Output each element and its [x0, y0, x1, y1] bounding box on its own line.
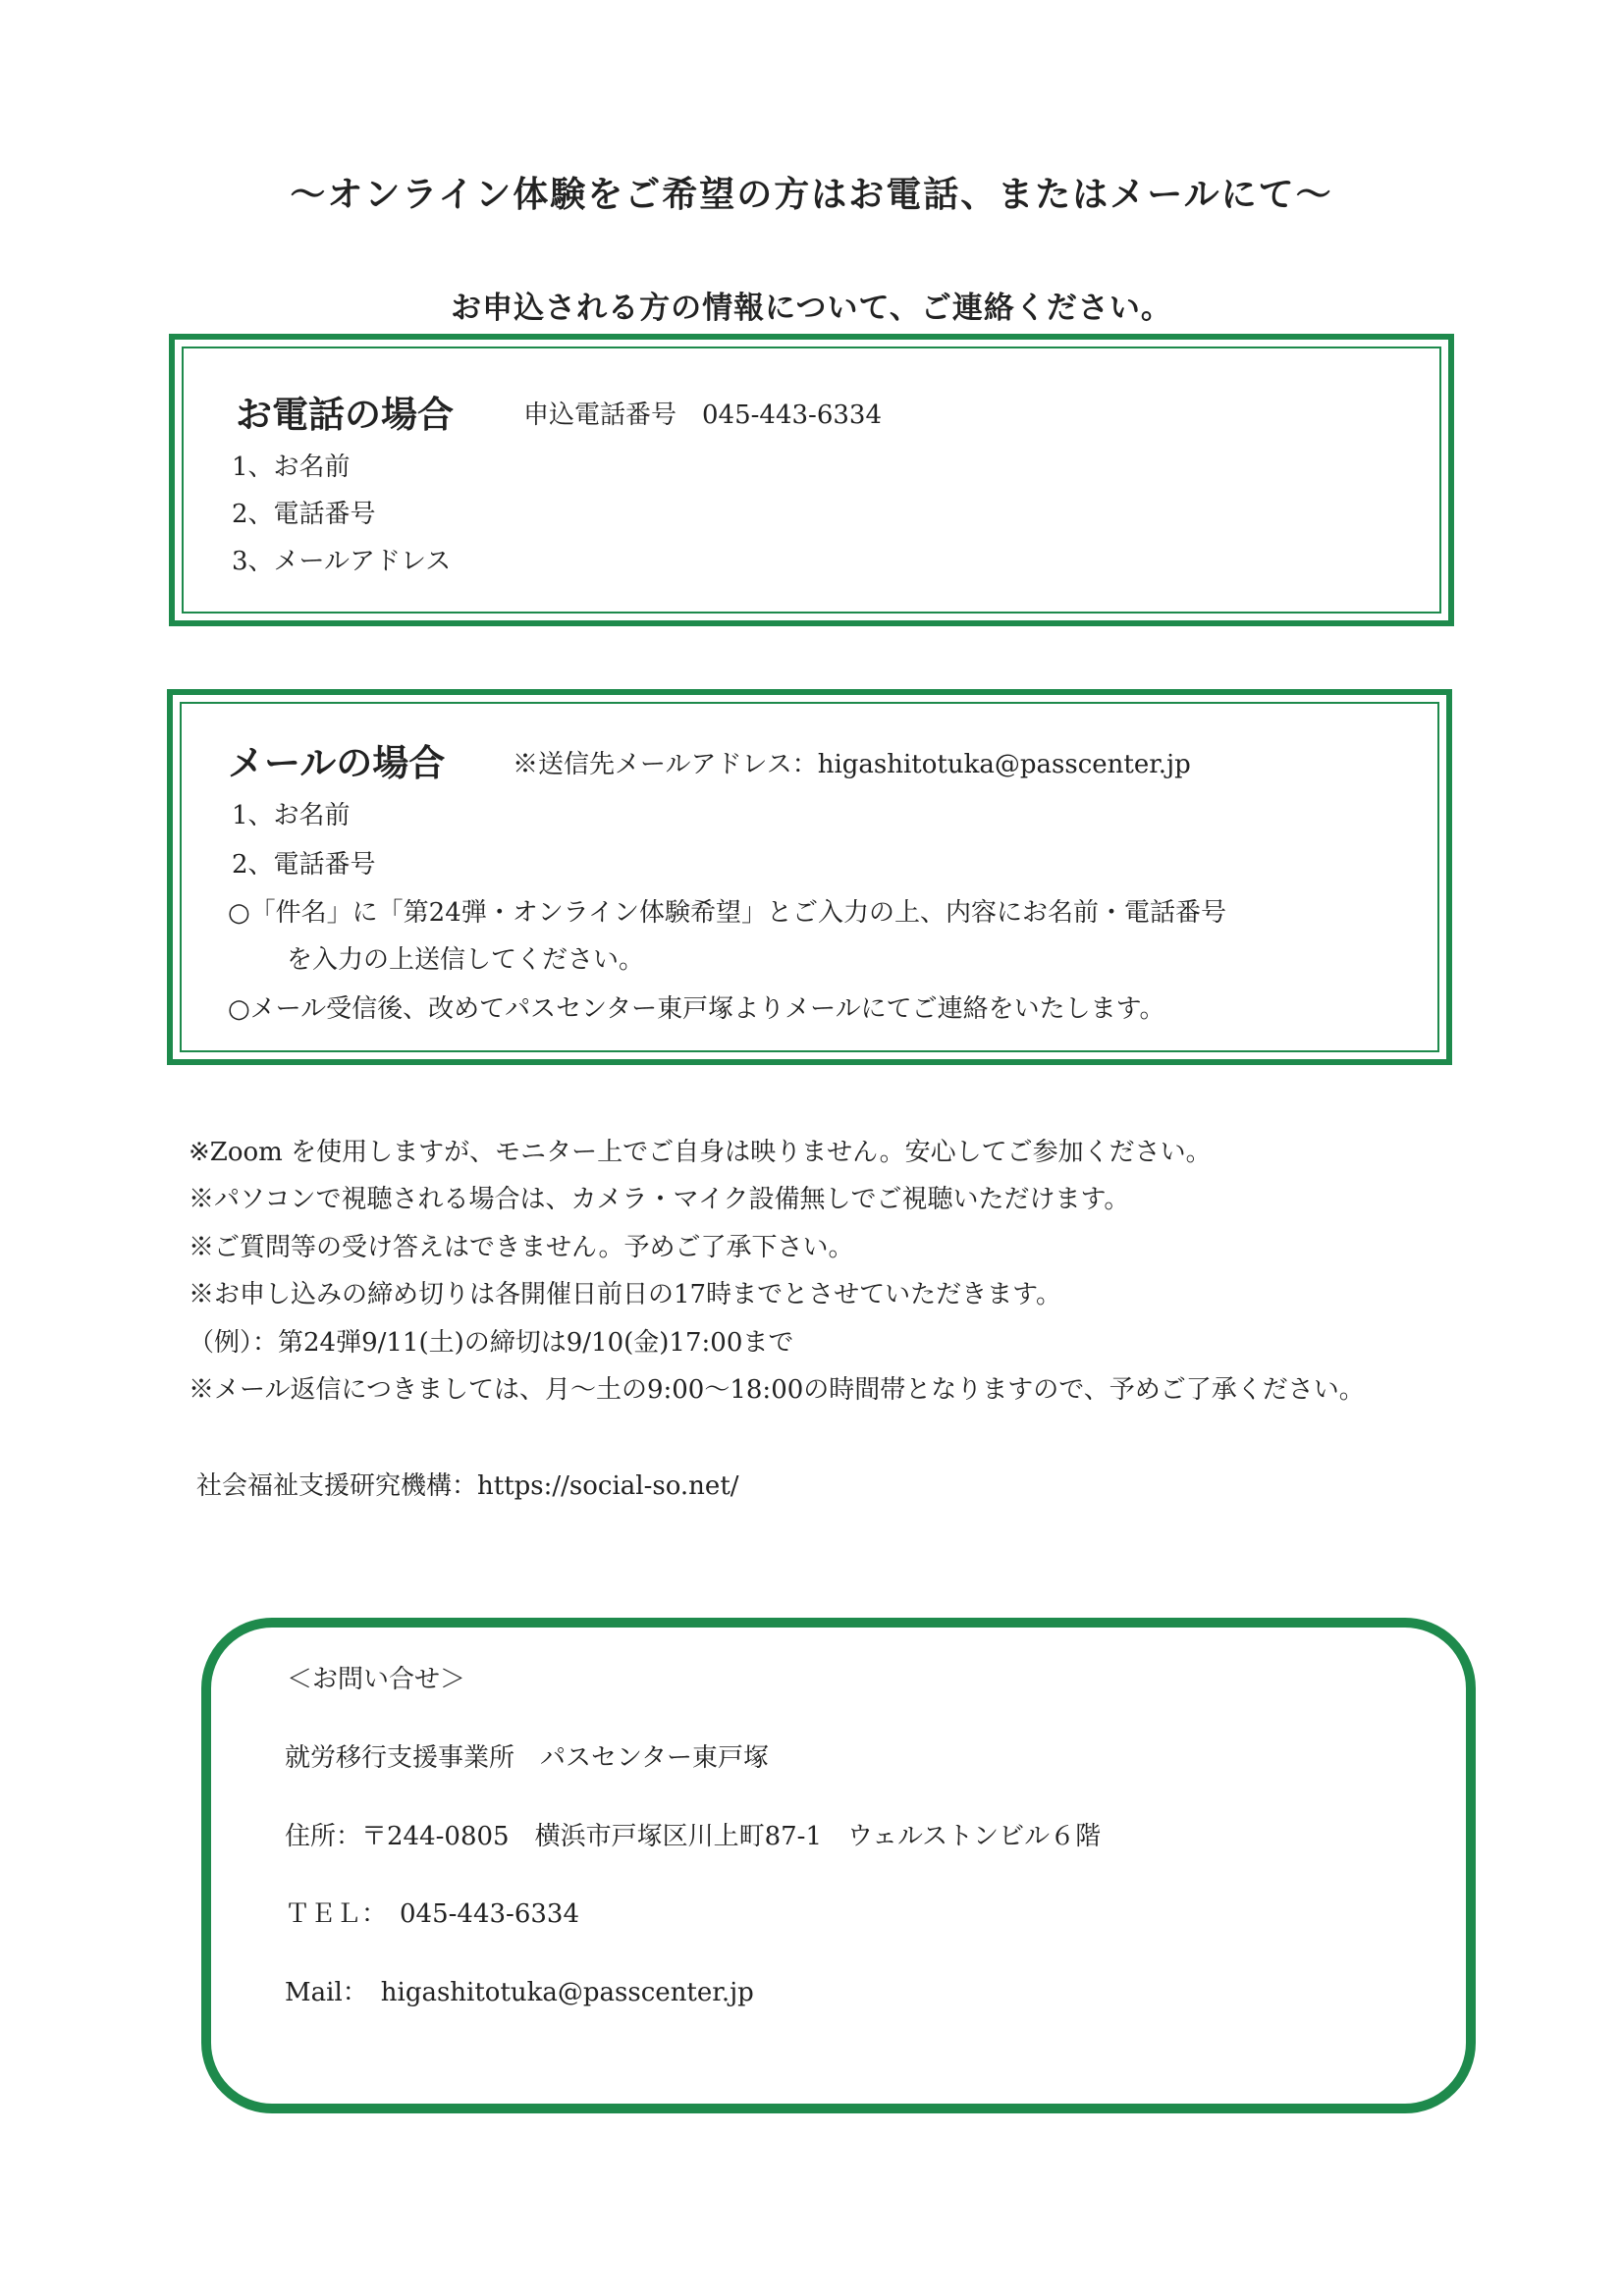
mail-note-subject-line2: を入力の上送信してください。 [287, 945, 645, 975]
page-subtitle: お申込される方の情報について、ご連絡ください。 [451, 291, 1172, 326]
phone-section-heading: お電話の場合 [236, 394, 454, 436]
mail-address-label: ※送信先メールアドレス：higashitotuka@passcenter.jp [513, 750, 1191, 779]
note-deadline: ※お申し込みの締め切りは各開催日前日の17時までとさせていただきます。 [189, 1280, 1062, 1309]
phone-item-email: 3、メールアドレス [232, 547, 452, 576]
phone-item-name: 1、お名前 [232, 453, 351, 482]
note-questions: ※ご質問等の受け答えはできません。予めご了承下さい。 [189, 1233, 854, 1262]
phone-section-frame [169, 334, 1454, 626]
mail-section-heading: メールの場合 [228, 742, 446, 784]
mail-note-subject-line1: ○「件名」に「第24弾・オンライン体験希望」とご入力の上、内容にお名前・電話番号 [228, 898, 1226, 928]
contact-office: 就労移行支援事業所 パスセンター東戸塚 [285, 1743, 769, 1773]
mail-note-reply: ○メール受信後、改めてパスセンター東戸塚よりメールにてご連絡をいたします。 [228, 994, 1165, 1024]
note-example: （例）：第24弾9/11(土)の締切は9/10(金)17:00まで [189, 1328, 794, 1358]
note-zoom: ※Zoom を使用しますが、モニター上でご自身は映りません。安心してご参加ください。 [189, 1138, 1212, 1167]
contact-tel: ＴＥＬ： 045-443-6334 [285, 1899, 579, 1929]
contact-heading: ＜お問い合せ＞ [287, 1665, 466, 1694]
mail-item-phone: 2、電話番号 [232, 850, 376, 880]
note-reply-hours: ※メール返信につきましては、月～土の9:00～18:00の時間帯となりますので、予めご了承ください。 [189, 1375, 1365, 1405]
note-pc: ※パソコンで視聴される場合は、カメラ・マイク設備無しでご視聴いただけます。 [189, 1185, 1130, 1214]
phone-item-phone: 2、電話番号 [232, 500, 376, 529]
contact-mail[interactable]: Mail： higashitotuka@passcenter.jp [285, 1978, 754, 2007]
contact-address: 住所：〒244-0805 横浜市戸塚区川上町87-1 ウェルストンビル６階 [285, 1822, 1102, 1851]
page-title: ～オンライン体験をご希望の方はお電話、またはメールにて～ [290, 175, 1333, 215]
organization-link[interactable]: 社会福祉支援研究機構：https://social-so.net/ [196, 1471, 739, 1501]
phone-number-label: 申込電話番号 045-443-6334 [523, 400, 882, 430]
mail-item-name: 1、お名前 [232, 801, 351, 830]
